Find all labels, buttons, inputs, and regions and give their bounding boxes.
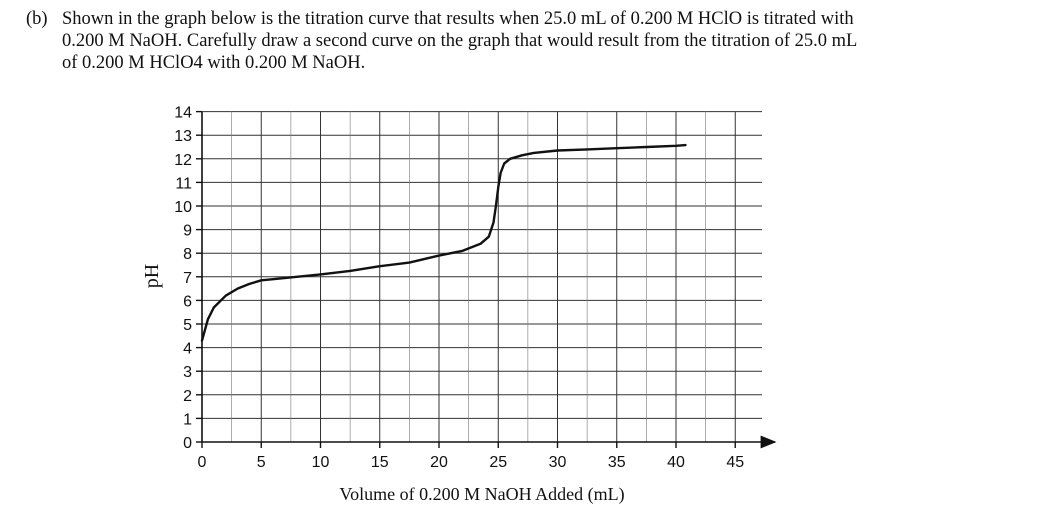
y-tick-label: 5 <box>183 317 192 334</box>
x-tick-label: 5 <box>256 454 266 471</box>
y-tick-label: 4 <box>183 340 192 358</box>
x-axis-title: Volume of 0.200 M NaOH Added (mL) <box>339 484 625 504</box>
curve-group <box>202 145 686 340</box>
axes <box>174 105 775 471</box>
x-tick-label: 45 <box>726 454 745 471</box>
x-tick-label: 10 <box>311 454 330 471</box>
y-tick-label: 11 <box>175 175 192 193</box>
y-tick-label: 0 <box>183 435 192 452</box>
y-tick-label: 12 <box>174 151 192 169</box>
x-tick-label: 15 <box>370 454 389 471</box>
y-tick-label: 8 <box>183 246 192 264</box>
y-tick-label: 9 <box>183 222 192 240</box>
question-line-2: 0.200 M NaOH. Carefully draw a second curve on the graph that would result from the titration of 25.0 mL <box>62 31 858 51</box>
y-tick-label: 13 <box>174 128 192 146</box>
y-tick-label: 10 <box>174 199 192 216</box>
question-line-3: of 0.200 M HClO4 with 0.200 M NaOH. <box>62 53 366 73</box>
y-axis-title: pH <box>141 263 163 289</box>
y-tick-label: 3 <box>183 364 192 382</box>
y-tick-label: 6 <box>183 293 192 311</box>
y-tick-label: 14 <box>174 104 192 122</box>
x-tick-label: 40 <box>667 454 685 471</box>
x-tick-label: 20 <box>430 454 448 471</box>
y-tick-label: 2 <box>183 387 192 405</box>
y-tick-label: 7 <box>183 269 192 287</box>
titration-curve-line <box>202 145 686 340</box>
x-tick-label: 35 <box>607 454 626 471</box>
x-tick-label: 25 <box>489 454 508 471</box>
x-tick-label: 0 <box>197 454 207 471</box>
x-tick-label: 30 <box>548 454 567 471</box>
y-tick-label: 1 <box>183 411 192 429</box>
question-line-1: Shown in the graph below is the titration curve that results when 25.0 mL of 0.200 M HClO is titrated with <box>62 9 854 29</box>
question-part-label: (b) <box>26 9 48 29</box>
